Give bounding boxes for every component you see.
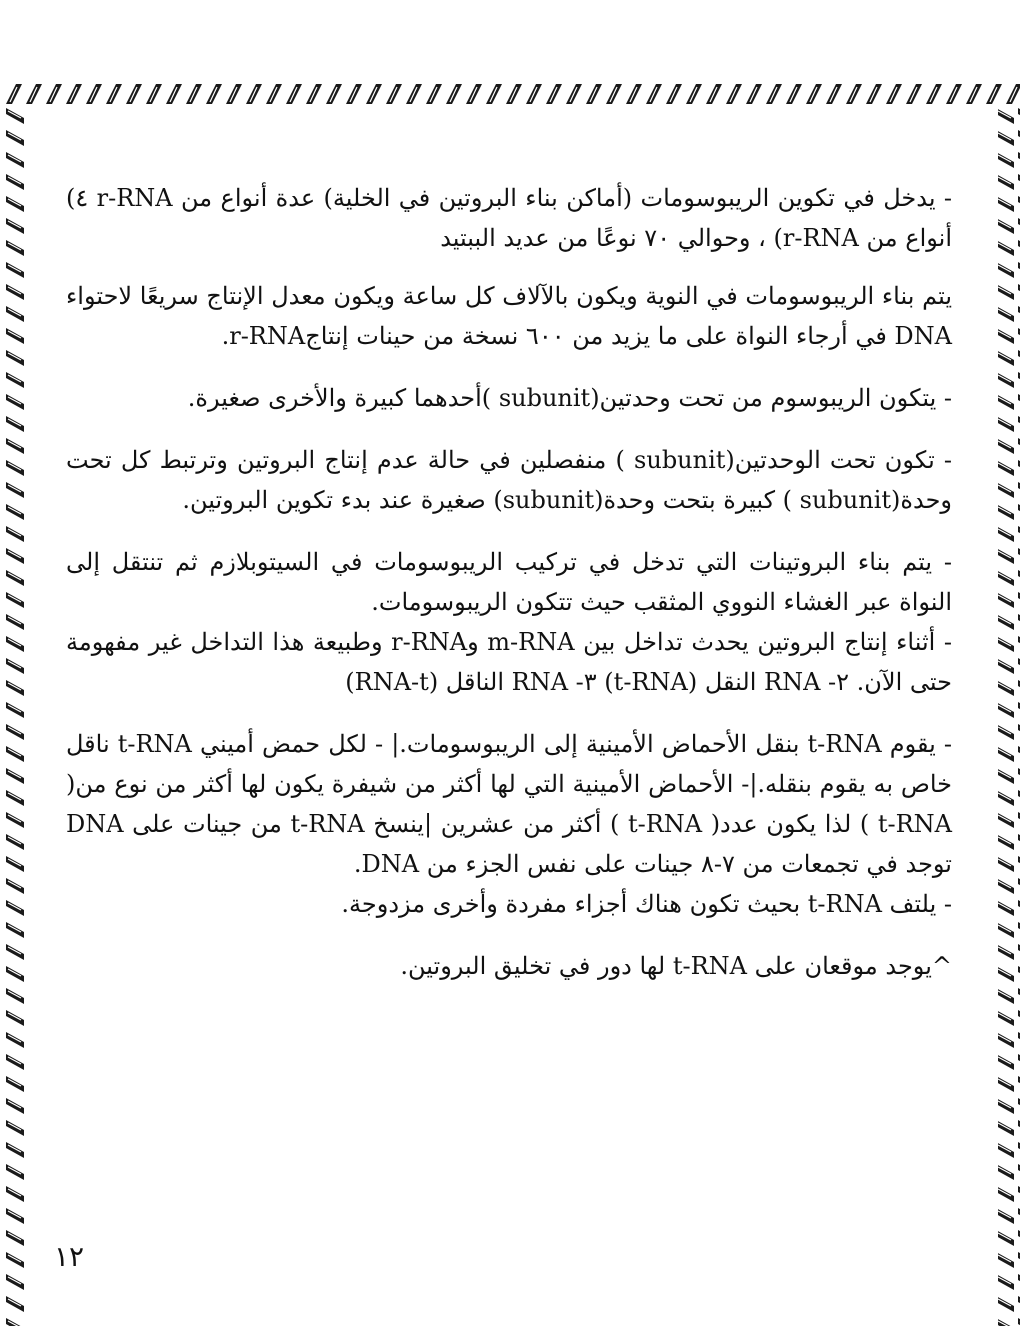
page-body [66, 178, 952, 1008]
page-number: ١٢ [54, 1240, 85, 1273]
paragraph-ribosome-composition: - يدخل في تكوين الريبوسومات (أماكن بناء البروتين في الخلية) عدة أنواع من r-RNA ٤) أنواع من r-RNA) ، وحوالي ٧٠ نوعًا من عديد الببتيد [66, 184, 952, 252]
paragraph-mrna-rrna-interaction: - أثناء إنتاج البروتين يحدث تداخل بين m-RNA وr-RNA وطبيعة هذا التداخل غير مفهومة حتى الآن. ٢- RNA النقل (t-RNA) ٣- RNA الناقل (RNA-t) [66, 628, 953, 696]
paragraph-protein-transport: - يتم بناء البروتينات التي تدخل في تركيب الريبوسومات في السيتوبلازم ثم تنتقل إلى النواة عبر الغشاء النووي المثقب حيث تتكون الريبوسومات. [66, 548, 952, 616]
paragraph-ribosome-synthesis: يتم بناء الريبوسومات في النوية ويكون بالآلاف كل ساعة ويكون معدل الإنتاج سريعًا لاحتواء DNA في أرجاء النواة على ما يزيد من ٦٠٠ نسخة من حينات إنتاجr-RNA. [66, 282, 952, 350]
paragraph-subunits-separation: - تكون تحت الوحدتين(subunit ) منفصلين في حالة عدم إنتاج البروتين وترتبط كل تحت وحدة(subunit ) كبيرة بتحت وحدة(subunit) صغيرة عند بدء تكوين البروتين. [66, 446, 953, 514]
border-left [4, 104, 26, 1326]
border-right [998, 104, 1020, 1326]
paragraph-ribosome-subunits: - يتكون الريبوسوم من تحت وحدتين(subunit )أحدهما كبيرة والأخرى صغيرة. [187, 384, 952, 412]
paragraph-trna-sites: ^يوجد موقعان على t-RNA لها دور في تخليق البروتين. [400, 952, 952, 980]
border-top [4, 80, 1020, 106]
paragraph-trna-folding: - يلتف t-RNA بحيث تكون هناك أجزاء مفردة وأخرى مزدوجة. [341, 890, 952, 918]
paragraph-trna-function: - يقوم t-RNA بنقل الأحماض الأمينية إلى الريبوسومات.| - لكل حمض أميني t-RNA ناقل خاص به يقوم بنقله.|- الأحماض الأمينية التي لها أكثر من شيفرة يكون لها أكثر من نوع من( t-RNA ) لذا يكون عدد( t-RNA ) أكثر من عشرين |ينسخ t-RNA من جينات على DNA توجد في تجمعات من ٧-٨ جينات على نفس الجزء من DNA. [66, 730, 953, 878]
